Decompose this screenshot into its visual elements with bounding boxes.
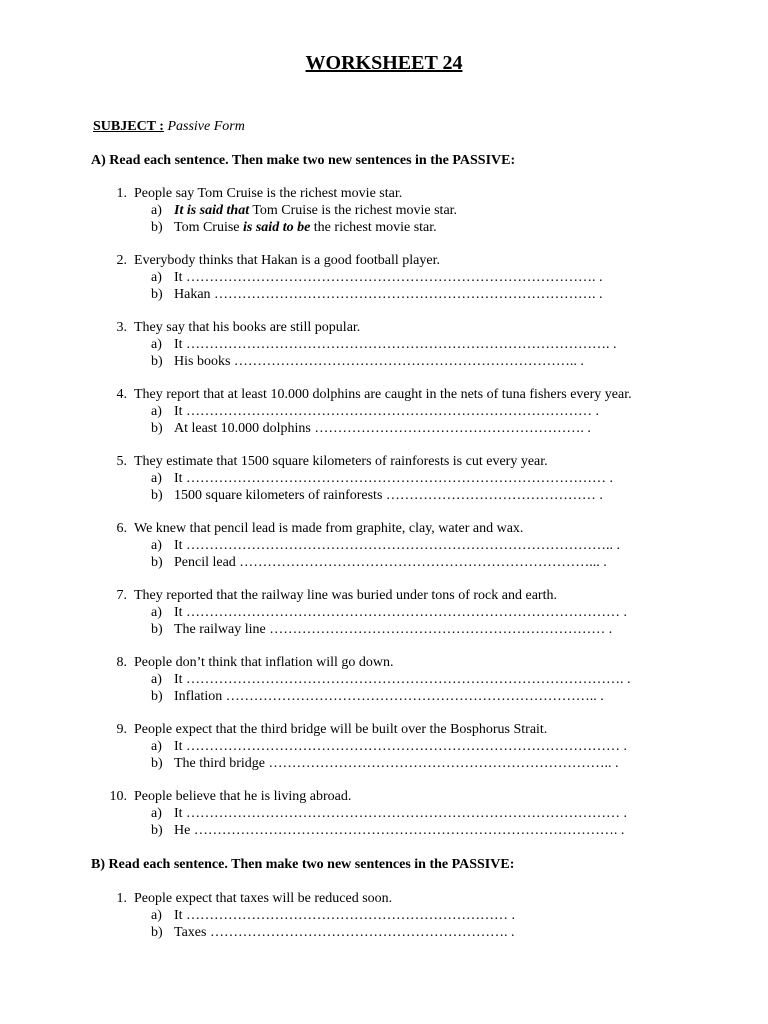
exercise-question: People don’t think that inflation will go down. bbox=[134, 655, 394, 670]
exercise-question: People expect that taxes will be reduced soon. bbox=[134, 891, 393, 906]
answer-letter: b) bbox=[151, 287, 163, 302]
exercise-number: 9. bbox=[116, 722, 127, 737]
section-b-heading: B) Read each sentence. Then make two new sentences in the PASSIVE: bbox=[91, 857, 515, 872]
exercise-sentence bbox=[104, 890, 392, 907]
answer-text: Inflation …………………………………………………………………….. . bbox=[174, 689, 604, 704]
exercise-sentence bbox=[104, 587, 557, 604]
exercise-sentence bbox=[104, 386, 632, 403]
exercise-number: 4. bbox=[116, 387, 127, 402]
answer-text: His books ……………………………………………………………….. . bbox=[174, 354, 584, 369]
answer-letter: a) bbox=[151, 806, 162, 821]
answer-line-b bbox=[151, 688, 604, 705]
answer-line-a bbox=[151, 470, 613, 487]
answer-text: The third bridge ……………………………………………………………….. . bbox=[174, 756, 619, 771]
exercise-question: They reported that the railway line was buried under tons of rock and earth. bbox=[134, 588, 557, 603]
subject-line bbox=[93, 119, 245, 135]
answer-line-b bbox=[151, 822, 624, 839]
answer-line-b bbox=[151, 487, 603, 504]
exercise-number: 1. bbox=[116, 186, 127, 201]
exercise-sentence bbox=[104, 453, 548, 470]
answer-line-a bbox=[151, 537, 620, 554]
exercise-number: 8. bbox=[116, 655, 127, 670]
answer-text: It …………………………………………………………………………… . bbox=[174, 404, 600, 419]
answer-letter: a) bbox=[151, 203, 162, 218]
exercise-question: We knew that pencil lead is made from graphite, clay, water and wax. bbox=[134, 521, 524, 536]
exercise-number: 1. bbox=[116, 891, 127, 906]
answer-emphasis: is said to be bbox=[243, 220, 311, 235]
answer-text: Pencil lead …………………………………………………………………... . bbox=[174, 555, 607, 570]
answer-line-a bbox=[151, 403, 599, 420]
answer-line-a bbox=[151, 336, 617, 353]
answer-line-b bbox=[151, 420, 591, 437]
answer-letter: a) bbox=[151, 270, 162, 285]
answer-letter: b) bbox=[151, 488, 163, 503]
answer-text: It ……………………………………………………………………………. . bbox=[174, 270, 603, 285]
exercise-sentence bbox=[104, 520, 523, 537]
answer-line-a bbox=[151, 738, 627, 755]
answer-letter: b) bbox=[151, 622, 163, 637]
exercise-number: 5. bbox=[116, 454, 127, 469]
answer-letter: a) bbox=[151, 538, 162, 553]
answer-letter: a) bbox=[151, 471, 162, 486]
exercise-number: 6. bbox=[116, 521, 127, 536]
exercise-sentence bbox=[104, 185, 402, 202]
section-a-heading: A) Read each sentence. Then make two new sentences in the PASSIVE: bbox=[91, 153, 516, 168]
answer-letter: a) bbox=[151, 404, 162, 419]
answer-text: The railway line ……………………………………………………………… . bbox=[174, 622, 613, 637]
answer-line-a bbox=[151, 269, 603, 286]
answer-letter: a) bbox=[151, 672, 162, 687]
answer-line-b bbox=[151, 353, 584, 370]
exercise-number: 3. bbox=[116, 320, 127, 335]
answer-line-b bbox=[151, 219, 437, 236]
answer-line-a bbox=[151, 805, 627, 822]
exercise-number: 7. bbox=[116, 588, 127, 603]
answer-letter: b) bbox=[151, 220, 163, 235]
page-title: WORKSHEET 24 bbox=[305, 52, 463, 74]
answer-text: It …………………………………………………………… . bbox=[174, 908, 516, 923]
answer-text: 1500 square kilometers of rainforests ……………………………………… . bbox=[174, 488, 603, 503]
answer-text: Hakan ………………………………………………………………………. . bbox=[174, 287, 603, 302]
answer-line-b bbox=[151, 554, 607, 571]
answer-letter: b) bbox=[151, 756, 163, 771]
answer-line-a bbox=[151, 907, 515, 924]
answer-letter: b) bbox=[151, 354, 163, 369]
answer-text: It ………………………………………………………………………………. . bbox=[174, 337, 617, 352]
answer-line-b bbox=[151, 924, 514, 941]
answer-line-a bbox=[151, 671, 631, 688]
answer-text: Tom Cruise is the richest movie star. bbox=[249, 203, 458, 218]
answer-text: He ………………………………………………………………………………. . bbox=[174, 823, 625, 838]
exercise-question: People expect that the third bridge will be built over the Bosphorus Strait. bbox=[134, 722, 548, 737]
exercise-number: 10. bbox=[109, 789, 127, 804]
answer-text: It ………………………………………………………………………………… . bbox=[174, 739, 628, 754]
answer-text: the richest movie star. bbox=[310, 220, 437, 235]
answer-line-b bbox=[151, 621, 612, 638]
subject-label: SUBJECT : bbox=[93, 119, 164, 134]
answer-text: It …………………………………………………………………………………. . bbox=[174, 672, 631, 687]
exercise-question: They estimate that 1500 square kilometers of rainforests is cut every year. bbox=[134, 454, 548, 469]
answer-line-a bbox=[151, 202, 457, 219]
answer-letter: b) bbox=[151, 689, 163, 704]
answer-line-b bbox=[151, 286, 603, 303]
answer-line-a bbox=[151, 604, 627, 621]
answer-text: It ………………………………………………………………………………… . bbox=[174, 806, 628, 821]
answer-text: Taxes ………………………………………………………. . bbox=[174, 925, 515, 940]
answer-text: It ………………………………………………………………………………… . bbox=[174, 605, 628, 620]
answer-text: At least 10.000 dolphins …………………………………………………. . bbox=[174, 421, 591, 436]
answer-text: It ……………………………………………………………………………… . bbox=[174, 471, 614, 486]
exercise-sentence bbox=[104, 721, 547, 738]
answer-letter: a) bbox=[151, 337, 162, 352]
answer-letter: a) bbox=[151, 908, 162, 923]
exercise-sentence bbox=[104, 319, 360, 336]
answer-letter: b) bbox=[151, 421, 163, 436]
answer-text: It ……………………………………………………………………………….. . bbox=[174, 538, 621, 553]
answer-line-b bbox=[151, 755, 618, 772]
exercise-question: People say Tom Cruise is the richest movie star. bbox=[134, 186, 403, 201]
answer-letter: b) bbox=[151, 925, 163, 940]
subject-value: Passive Form bbox=[167, 119, 245, 134]
exercise-sentence bbox=[104, 788, 351, 805]
exercise-question: Everybody thinks that Hakan is a good football player. bbox=[134, 253, 440, 268]
exercise-question: They report that at least 10.000 dolphins are caught in the nets of tuna fishers every year. bbox=[134, 387, 632, 402]
exercise-number: 2. bbox=[116, 253, 127, 268]
exercise-question: People believe that he is living abroad. bbox=[134, 789, 352, 804]
exercise-question: They say that his books are still popular. bbox=[134, 320, 361, 335]
exercise-sentence bbox=[104, 654, 394, 671]
answer-text: Tom Cruise bbox=[174, 220, 244, 235]
answer-letter: b) bbox=[151, 823, 163, 838]
exercise-sentence bbox=[104, 252, 440, 269]
answer-letter: b) bbox=[151, 555, 163, 570]
answer-letter: a) bbox=[151, 739, 162, 754]
answer-letter: a) bbox=[151, 605, 162, 620]
answer-emphasis: It is said that bbox=[174, 203, 250, 218]
